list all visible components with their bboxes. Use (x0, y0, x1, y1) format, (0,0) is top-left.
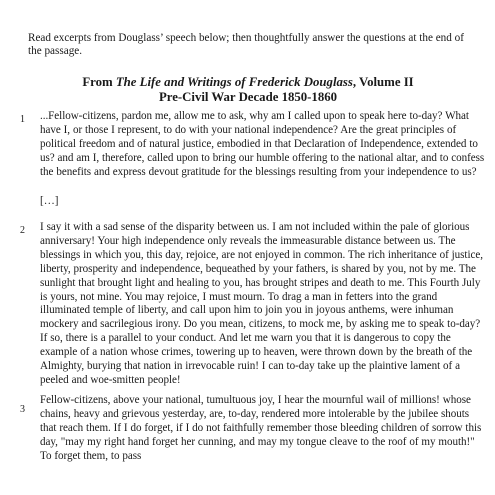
book-title: The Life and Writings of Frederick Douglass (115, 75, 353, 89)
omission-marker: […] (40, 195, 59, 207)
paragraph-2: I say it with a sad sense of the disparity between us. I am not included within the pale of glorious anniversary! Your high independence only reveals the immeasurable distance between us. The blessings in which you, this day, rejoice, are not enjoyed in common. The rich inheritance of justice, liberty, prosperity and independence, bequeathed by your fathers, is shared by you, not by me. The sunlight that brought light and healing to you, has brought stripes and death to me. This Fourth July is yours, not mine. You may rejoice, I must mourn. To drag a man in fetters into the grand illuminated temple of liberty, and call upon him to join you in joyous anthems, were inhuman mockery and sacrilegious irony. Do you mean, citizens, to mock me, by asking me to speak to-day? If so, there is a parallel to your conduct. And let me warn you that it is dangerous to copy the example of a nation whose crimes, towering up to heaven, were thrown down by the breath of the Almighty, burying that nation in irrevocable ruin! I can to-day take up the plaintive lament of a peeled and woe-smitten people! (40, 221, 483, 386)
passage-heading (28, 75, 468, 105)
instructions-text: Read excerpts from Douglass’ speech below; then thoughtfully answer the questions at the end of the passage. (28, 32, 464, 58)
heading-volume: , Volume II (352, 75, 414, 89)
paragraph-number-2: 2 (20, 225, 25, 236)
heading-prefix: From (82, 75, 116, 89)
paragraph-3: Fellow-citizens, above your national, tumultuous joy, I hear the mournful wail of millions! whose chains, heavy and grievous yesterday, are, to-day, rendered more intolerable by the jubilee shouts that reach them. If I do forget, if I do not faithfully remember those bleeding children of sorrow this day, "may my right hand forget her cunning, and may my tongue cleave to the roof of my mouth!" To forget them, to pass (40, 394, 482, 462)
paragraph-number-3: 3 (20, 404, 25, 415)
paragraph-number-1: 1 (20, 114, 25, 125)
paragraph-1: ...Fellow-citizens, pardon me, allow me to ask, why am I called upon to speak here to-day? What have I, or those I represent, to do with your national independence? Are the great principles of political freedom and of natural justice, embodied in that Declaration of Independence, extended to us? and am I, therefore, called upon to bring our humble offering to the national altar, and to confess the benefits and express devout gratitude for the blessings resulting from your independence to us? (40, 110, 485, 178)
heading-title-line (28, 75, 468, 90)
heading-subtitle: Pre-Civil War Decade 1850-1860 (158, 90, 338, 104)
